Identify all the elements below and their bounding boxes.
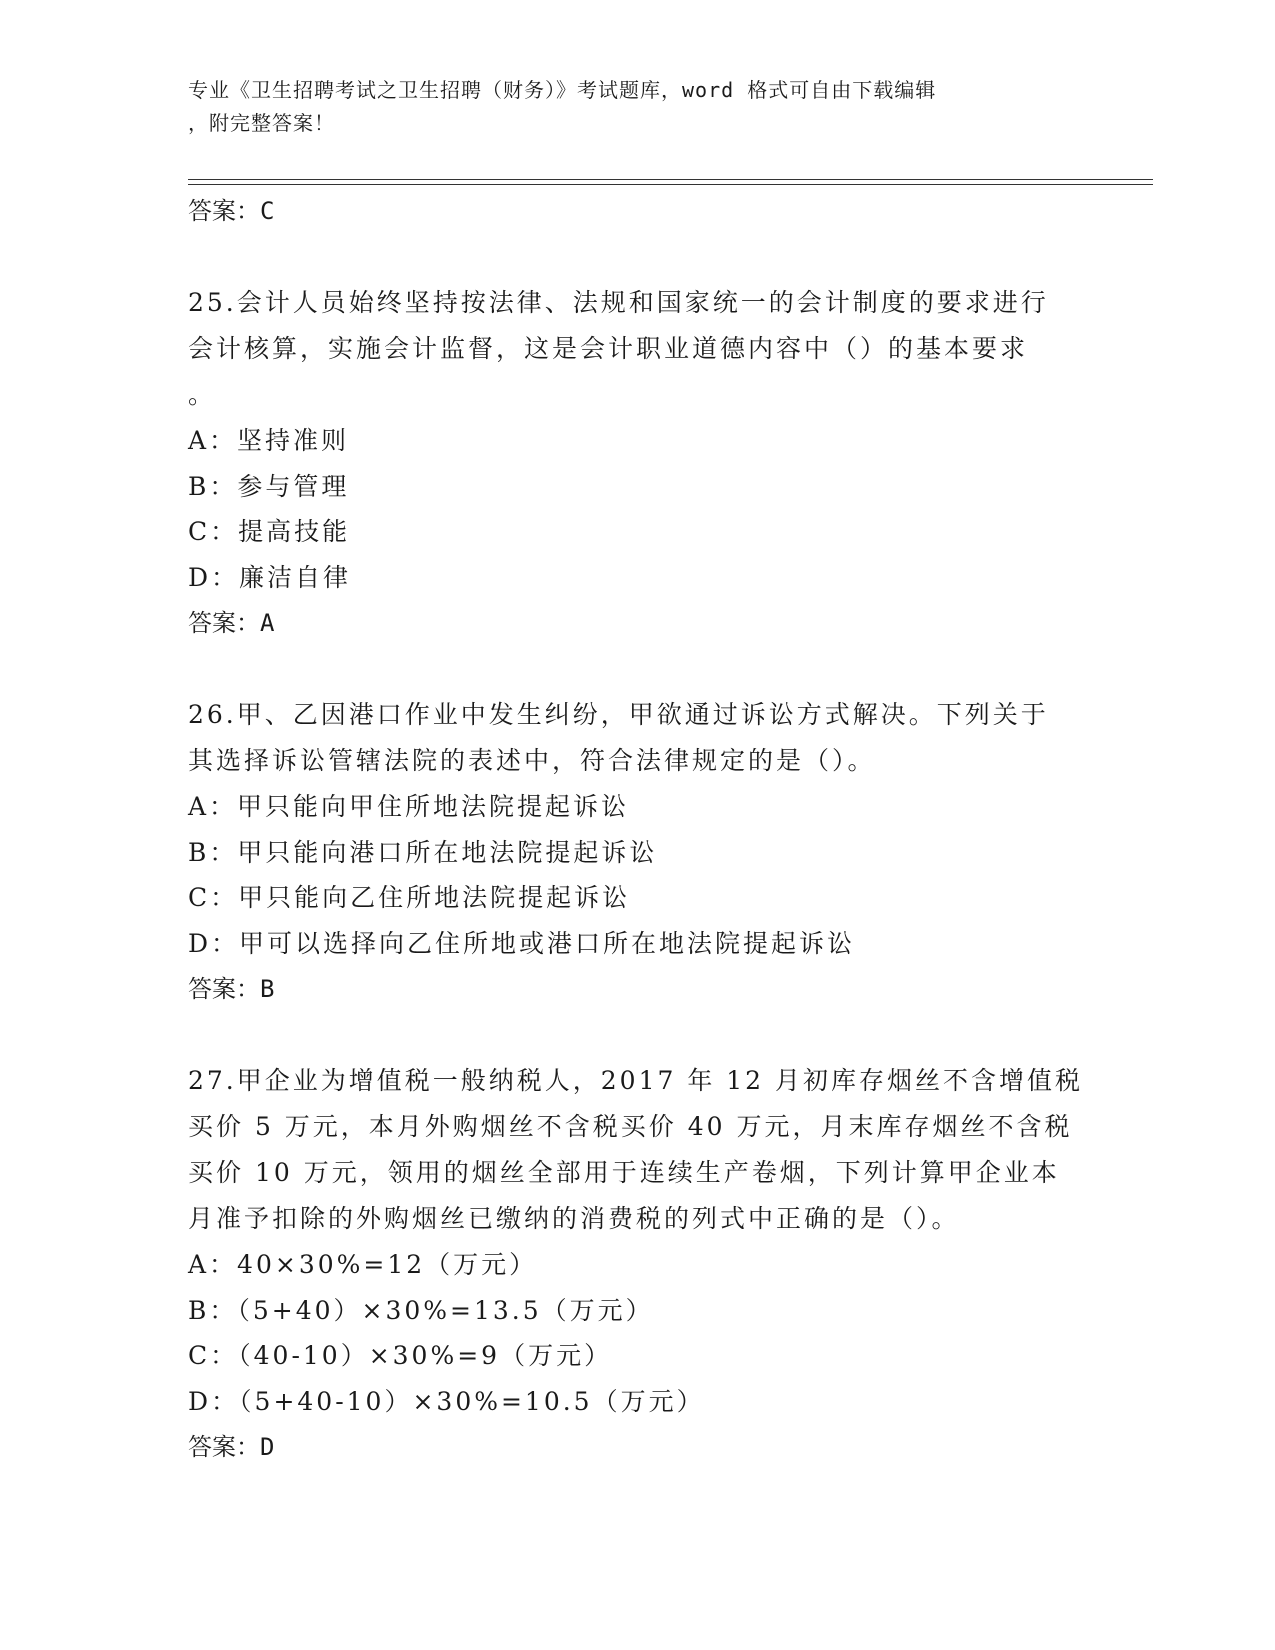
document-header	[188, 74, 1088, 140]
question-stem-line: 月准予扣除的外购烟丝已缴纳的消费税的列式中正确的是（）。	[188, 1204, 960, 1233]
option-d: D：甲可以选择向乙住所地或港口所在地法院提起诉讼	[188, 928, 856, 958]
question-stem-line: 25.会计人员始终坚持按法律、法规和国家统一的会计制度的要求进行	[188, 288, 1049, 317]
option-c: C：（40-10）×30%=9（万元）	[188, 1341, 613, 1370]
question-list	[188, 188, 1088, 1470]
answer-value: D	[260, 1433, 275, 1461]
question-25	[188, 280, 1088, 646]
answer-value: C	[260, 197, 275, 225]
question-26	[188, 692, 1088, 1012]
header-title-line-2: ，附完整答案！	[188, 111, 335, 135]
option-a: A：甲只能向甲住所地法院提起诉讼	[188, 792, 630, 821]
option-b: B：（5+40）×30%=13.5（万元）	[188, 1295, 654, 1325]
question-27	[188, 1058, 1088, 1470]
header-divider-bottom	[188, 184, 1153, 185]
question-stem-line: 其选择诉讼管辖法院的表述中，符合法律规定的是（）。	[188, 746, 876, 775]
question-stem-line: 26.甲、乙因港口作业中发生纠纷，甲欲通过诉讼方式解决。下列关于	[188, 700, 1049, 729]
header-divider-top	[188, 179, 1153, 180]
option-c: C：提高技能	[188, 517, 351, 546]
answer-value: A	[260, 609, 275, 637]
question-answer	[188, 600, 1088, 646]
answer-value: B	[260, 975, 275, 1003]
answer-label: 答案：	[188, 1433, 260, 1461]
header-title-line-1: 专业《卫生招聘考试之卫生招聘（财务）》考试题库，word 格式可自由下载编辑	[188, 78, 937, 102]
option-b: B：甲只能向港口所在地法院提起诉讼	[188, 837, 658, 867]
question-stem-line: 。	[188, 380, 217, 409]
question-stem-line: 会计核算，实施会计监督，这是会计职业道德内容中（）的基本要求	[188, 334, 1029, 363]
question-answer	[188, 966, 1088, 1012]
previous-answer	[188, 188, 1088, 234]
option-b: B：参与管理	[188, 471, 350, 501]
option-d: D：（5+40-10）×30%=10.5（万元）	[188, 1386, 705, 1416]
answer-label: 答案：	[188, 975, 260, 1003]
option-a: A：40×30%=12（万元）	[188, 1250, 538, 1279]
question-stem-line: 27.甲企业为增值税一般纳税人，2017 年 12 月初库存烟丝不含增值税	[188, 1066, 1084, 1095]
option-a: A：坚持准则	[188, 426, 350, 455]
answer-label: 答案：	[188, 197, 260, 225]
answer-label: 答案：	[188, 609, 260, 637]
option-d: D：廉洁自律	[188, 562, 352, 592]
question-stem-line: 买价 5 万元，本月外购烟丝不含税买价 40 万元，月末库存烟丝不含税	[188, 1112, 1073, 1141]
question-answer	[188, 1424, 1088, 1470]
question-stem-line: 买价 10 万元，领用的烟丝全部用于连续生产卷烟，下列计算甲企业本	[188, 1158, 1060, 1187]
option-c: C：甲只能向乙住所地法院提起诉讼	[188, 883, 631, 912]
